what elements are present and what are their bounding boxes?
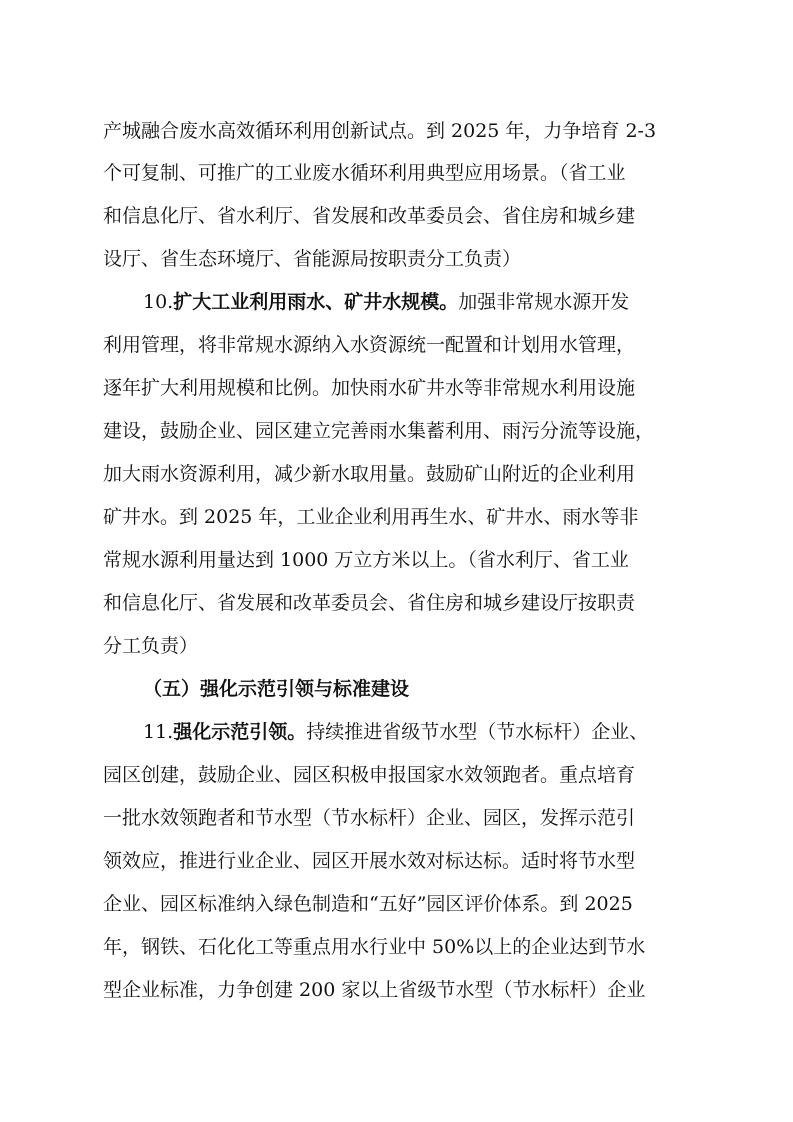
paragraph-line: 建设，鼓励企业、园区建立完善雨水集蓄利用、雨污分流等设施，: [103, 420, 655, 442]
paragraph-line: 园区创建，鼓励企业、园区积极申报国家水效领跑者。重点培育: [103, 764, 636, 786]
item-number: 10.: [143, 291, 174, 313]
paragraph-line: 产城融合废水高效循环利用创新试点。到 2025 年，力争培育 2-3: [103, 120, 657, 142]
paragraph-line: 设厅、省生态环境厅、省能源局按职责分工负责）: [103, 248, 522, 270]
paragraph-line: 年，钢铁、石化化工等重点用水行业中 50%以上的企业达到节水: [103, 936, 646, 958]
paragraph-line: 分工负责）: [103, 635, 199, 657]
paragraph-line: 利用管理，将非常规水源纳入水资源统一配置和计划用水管理，: [103, 334, 636, 356]
section-heading: （五）强化示范引领与标准建设: [143, 678, 410, 700]
paragraph-line: 领效应，推进行业企业、园区开展水效对标达标。适时将节水型: [103, 850, 636, 872]
paragraph-line: 逐年扩大利用规模和比例。加快雨水矿井水等非常规水利用设施: [103, 377, 636, 399]
paragraph-line: 一批水效领跑者和节水型（节水标杆）企业、园区，发挥示范引: [103, 807, 636, 829]
paragraph-line: 和信息化厅、省水利厅、省发展和改革委员会、省住房和城乡建: [103, 205, 636, 227]
item-title: 扩大工业利用雨水、矿井水规模。: [173, 291, 459, 313]
paragraph-line: 个可复制、可推广的工业废水循环利用典型应用场景。（省工业: [103, 162, 626, 184]
item-10-first-line: [143, 289, 693, 315]
paragraph-line: 常规水源利用量达到 1000 万立方米以上。（省水利厅、省工业: [103, 549, 629, 571]
item-number: 11.: [143, 721, 174, 743]
paragraph-line: 矿井水。到 2025 年，工业企业利用再生水、矿井水、雨水等非: [103, 506, 639, 528]
item-title: 强化示范引领。: [173, 721, 307, 743]
item-11-first-line: [143, 719, 693, 745]
paragraph-line: 和信息化厅、省发展和改革委员会、省住房和城乡建设厅按职责: [103, 592, 636, 614]
item-text: 持续推进省级节水型（节水标杆）企业、: [306, 721, 649, 743]
paragraph-line: 型企业标准，力争创建 200 家以上省级节水型（节水标杆）企业: [103, 979, 646, 1001]
item-text: 加强非常规水源开发: [458, 291, 630, 313]
paragraph-line: 企业、园区标准纳入绿色制造和“五好”园区评价体系。到 2025: [103, 893, 633, 915]
paragraph-line: 加大雨水资源利用，减少新水取用量。鼓励矿山附近的企业利用: [103, 463, 636, 485]
